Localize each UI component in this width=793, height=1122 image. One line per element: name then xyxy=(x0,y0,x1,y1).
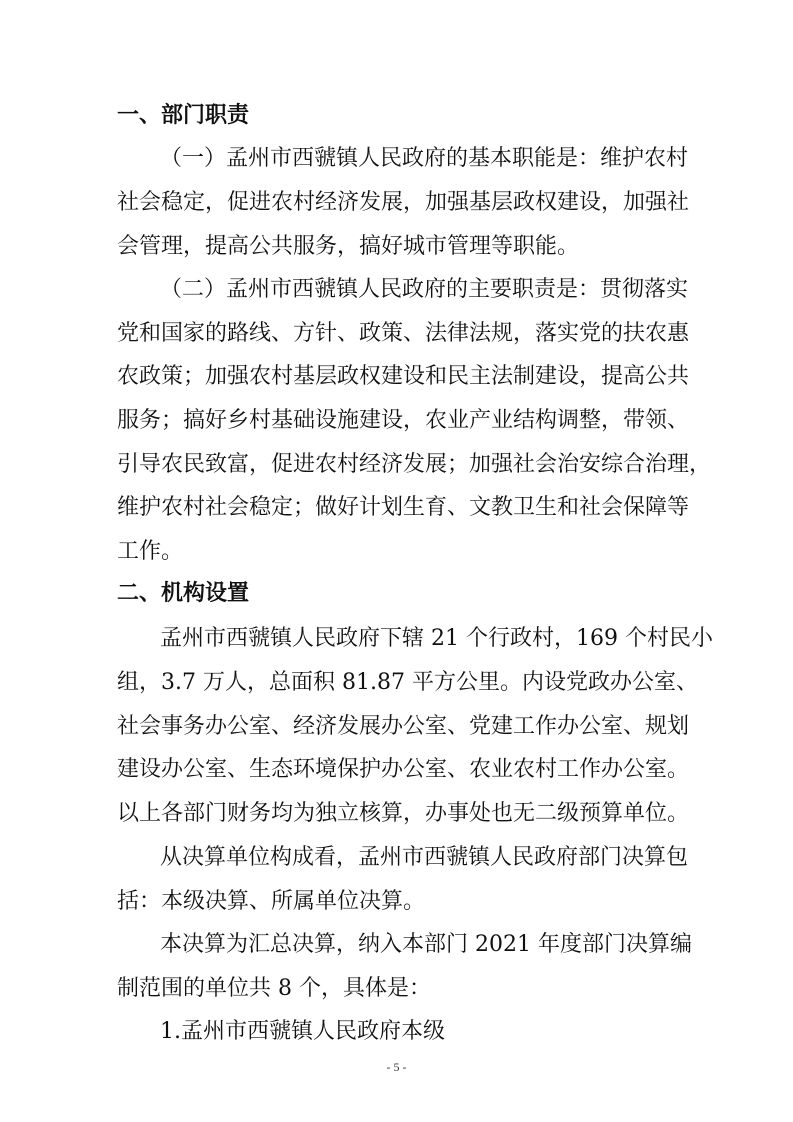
text-line: 维护农村社会稳定；做好计划生育、文教卫生和社会保障等 xyxy=(117,495,690,520)
text-line: 会管理，提高公共服务，搞好城市管理等职能。 xyxy=(117,234,580,259)
text-line: 引导农民致富，促进农村经济发展；加强社会治安综合治理， xyxy=(117,452,712,477)
text-line: 社会事务办公室、经济发展办公室、党建工作办公室、规划 xyxy=(117,714,690,739)
text-line: 以上各部门财务均为独立核算，办事处也无二级预算单位。 xyxy=(117,801,690,826)
text-line: 1.孟州市西虢镇人民政府本级 xyxy=(160,1019,445,1044)
text-line: 制范围的单位共 8 个，具体是： xyxy=(117,976,431,1001)
text-line: 社会稳定，促进农村经济发展，加强基层政权建设，加强社 xyxy=(117,190,690,215)
text-line: 孟州市西虢镇人民政府下辖 21 个行政村，169 个村民小 xyxy=(160,626,713,651)
text-line: 括：本级决算、所属单位决算。 xyxy=(117,889,426,914)
text-line: 本决算为汇总决算，纳入本部门 2021 年度部门决算编 xyxy=(160,932,692,957)
text-line: 农政策；加强农村基层政权建设和民主法制建设，提高公共 xyxy=(117,364,690,389)
text-line: （二）孟州市西虢镇人民政府的主要职责是：贯彻落实 xyxy=(160,277,689,302)
page-number: - 5 - xyxy=(386,1060,407,1074)
text-line: 从决算单位构成看，孟州市西虢镇人民政府部门决算包 xyxy=(160,845,689,870)
section-heading-organization: 二、机构设置 xyxy=(117,581,250,606)
section-heading-duties: 一、部门职责 xyxy=(117,103,250,128)
text-line: 建设办公室、生态环境保护办公室、农业农村工作办公室。 xyxy=(117,757,690,782)
text-line: 组，3.7 万人，总面积 81.87 平方公里。内设党政办公室、 xyxy=(117,670,698,695)
text-line: （一）孟州市西虢镇人民政府的基本职能是：维护农村 xyxy=(160,146,689,171)
text-line: 党和国家的路线、方针、政策、法律法规，落实党的扶农惠 xyxy=(117,321,690,346)
text-line: 服务；搞好乡村基础设施建设，农业产业结构调整，带领、 xyxy=(117,408,690,433)
text-line: 工作。 xyxy=(117,539,184,564)
